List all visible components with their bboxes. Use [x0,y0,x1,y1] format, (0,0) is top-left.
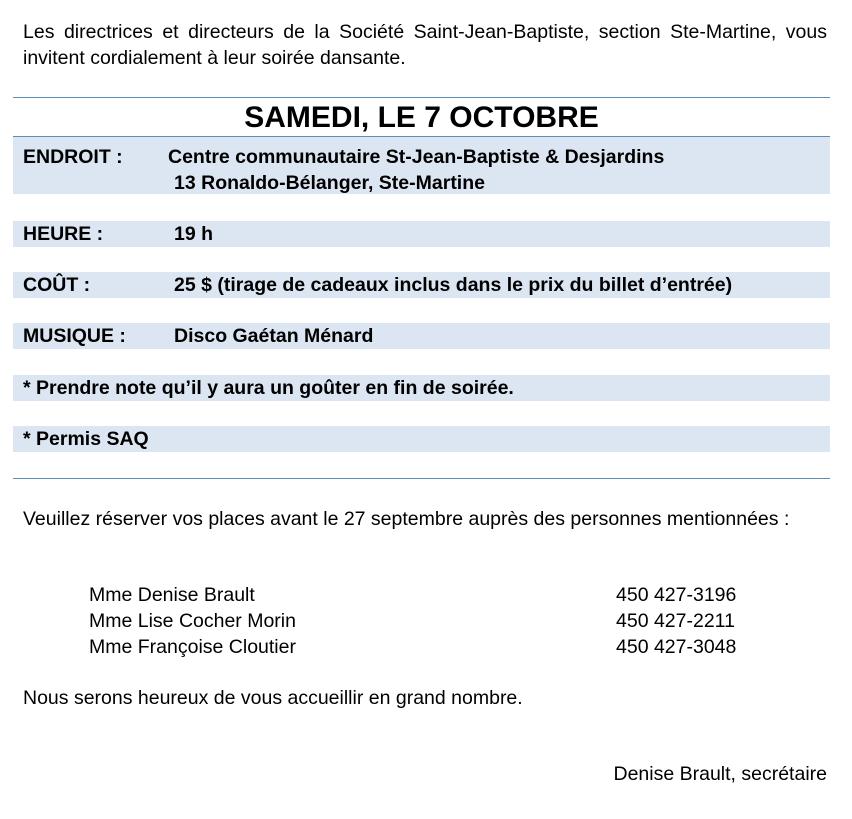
reservation-paragraph: Veuillez réserver vos places avant le 27 septembre auprès des personnes mentionnées : [23,508,790,530]
musique-label: MUSIQUE : [23,325,126,347]
bottom-divider [13,478,830,479]
endroit-label: ENDROIT : [23,146,123,168]
signature: Denise Brault, secrétaire [613,763,827,785]
contact-phone: 450 427-3048 [616,636,737,658]
note-gouter: * Prendre note qu’il y aura un goûter en fin de soirée. [23,377,514,399]
musique-band [13,323,830,349]
contact-name: Mme Denise Brault [89,584,255,606]
cout-value: 25 $ (tirage de cadeaux inclus dans le prix du billet d’entrée) [174,274,733,296]
heure-value: 19 h [174,223,214,245]
contact-phone: 450 427-3196 [616,584,737,606]
intro-paragraph: Les directrices et directeurs de la Société Saint-Jean-Baptiste, section Ste-Martine, vous invitent cordialement à leur soirée dansante. [23,21,827,69]
musique-value: Disco Gaétan Ménard [174,325,374,347]
closing-paragraph: Nous serons heureux de vous accueillir en grand nombre. [23,687,523,709]
cout-label: COÛT : [23,274,91,296]
note-permis: * Permis SAQ [23,428,149,450]
heure-band [13,221,830,247]
contact-name: Mme Lise Cocher Morin [89,610,296,632]
heure-label: HEURE : [23,223,104,245]
contact-name: Mme Françoise Cloutier [89,636,296,658]
event-date-title: SAMEDI, LE 7 OCTOBRE [244,101,599,134]
contact-phone: 450 427-2211 [616,610,735,632]
endroit-line1: Centre communautaire St-Jean-Baptiste & Desjardins [168,146,665,168]
endroit-line2: 13 Ronaldo-Bélanger, Ste-Martine [174,172,485,194]
